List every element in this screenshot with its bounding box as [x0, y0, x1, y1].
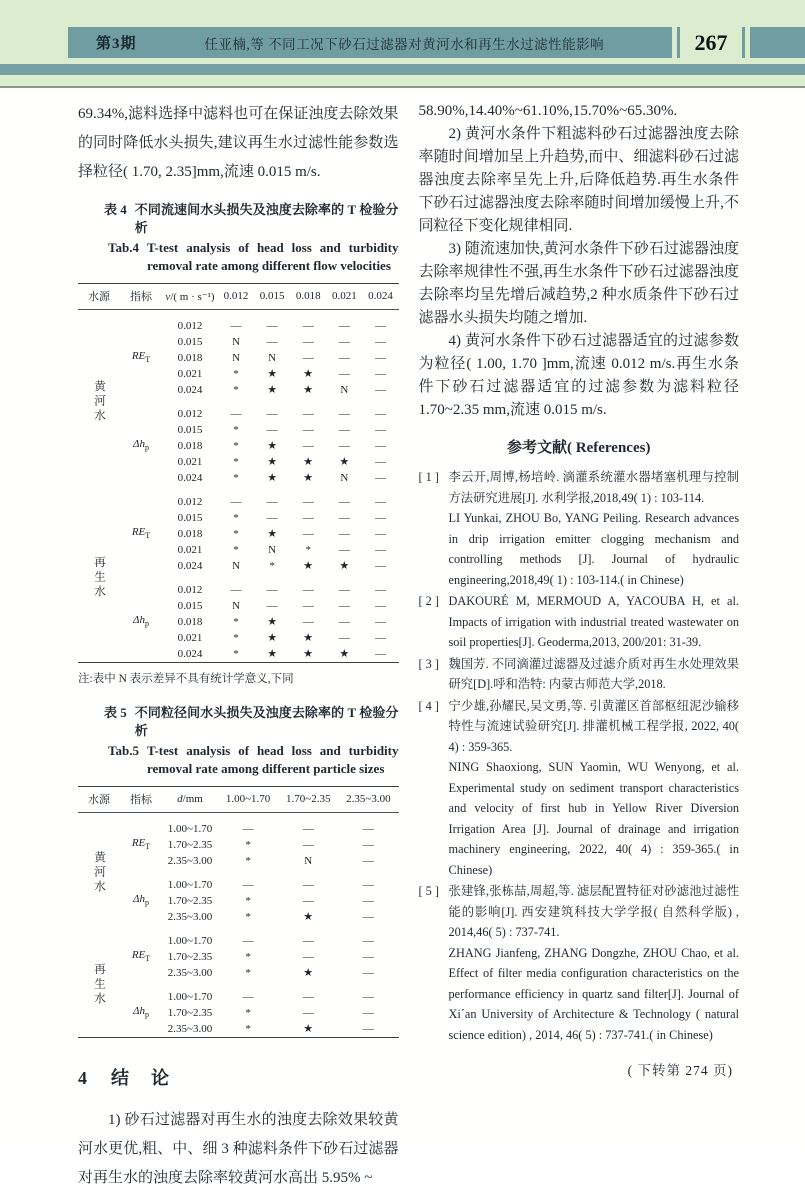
- reference-number: [ 3 ]: [418, 656, 439, 671]
- row-variable-value: 1.00~1.70: [167, 879, 213, 891]
- t-test-result-cell: —: [362, 967, 374, 979]
- t-test-result-cell: —: [338, 584, 350, 596]
- conclusion-point-4: 4) 黄河水条件下砂石过滤器适宜的过滤参数为粒径( 1.00, 1.70 ]mm,流速 0.012 m/s.再生水条件下砂石过滤器适宜的过滤参数为滤料粒径 1.70~2.35 mm,流速 0.015 m/s.: [418, 333, 739, 418]
- row-variable-value: 0.012: [177, 408, 203, 420]
- t-test-result-cell: —: [374, 384, 386, 396]
- t-test-result-cell: —: [302, 839, 314, 851]
- reference-text: [449, 881, 740, 1045]
- t-test-result-cell: —: [338, 544, 350, 556]
- table4-caption-cn-text: 不同流速间水头损失及浊度去除率的 T 检验分析: [134, 202, 399, 235]
- row-variable-value: 0.018: [177, 616, 203, 628]
- header-rule-bar: [0, 64, 805, 75]
- t-test-result-cell: ★: [303, 648, 314, 660]
- section-number: 4: [78, 1068, 89, 1088]
- t-test-result-cell: ★: [303, 384, 314, 396]
- t-test-result-cell: N: [304, 855, 313, 867]
- t-test-result-cell: ★: [303, 632, 314, 644]
- t-test-result-cell: —: [266, 512, 278, 524]
- column-header-value: 0.018: [290, 284, 326, 310]
- table5-caption-en-text: T-test analysis of head loss and turbidity removal rate among different particle sizes: [146, 743, 399, 776]
- table-body: [78, 813, 399, 1038]
- t-test-result-cell: —: [362, 951, 374, 963]
- t-test-result-cell: —: [338, 528, 350, 540]
- table-body: [78, 310, 399, 663]
- reference-segment: 宁少雄,孙耀民,吴文勇,等. 引黄灌区首部枢纽泥沙输移特性与流速试验研究[J]. 排灌机械工程学报, 2022, 40( 4) : 359-365.: [448, 698, 739, 754]
- reference-item: [419, 696, 740, 881]
- table-header: [78, 284, 399, 310]
- t-test-result-cell: —: [302, 512, 314, 524]
- t-test-result-cell: —: [302, 424, 314, 436]
- t-test-result-cell: —: [374, 560, 386, 572]
- t-test-result-cell: ★: [267, 456, 278, 468]
- reference-text: [449, 591, 740, 653]
- t-test-result-cell: —: [338, 352, 350, 364]
- table4-caption-cn-label: 表 4: [104, 202, 127, 217]
- table4-note: 注:表中 N 表示差异不具有统计学意义,下同: [78, 673, 294, 685]
- t-test-result-cell: —: [302, 991, 314, 1003]
- t-test-result-cell: —: [302, 935, 314, 947]
- reference-item: [419, 467, 740, 590]
- conclusion-point-1: 1) 砂石过滤器对再生水的浊度去除效果较黄河水更优,粗、中、细 3 种滤料条件下砂石过滤器对再生水的浊度去除率较黄河水高出 5.95% ~: [78, 1112, 399, 1186]
- t-test-result-cell: —: [266, 320, 278, 332]
- row-variable-value: 0.024: [177, 472, 203, 484]
- t-test-result-cell: ★: [303, 368, 314, 380]
- t-test-result-cell: —: [374, 408, 386, 420]
- t-test-result-cell: ★: [339, 560, 350, 572]
- table5-caption-cn-text: 不同粒径间水头损失及浊度去除率的 T 检验分析: [134, 705, 399, 738]
- t-test-result-cell: *: [233, 528, 239, 540]
- indicator-label: $RE_T$: [131, 836, 151, 852]
- t-test-result-cell: ★: [267, 384, 278, 396]
- t-test-result-cell: *: [269, 560, 275, 572]
- table-row: [78, 398, 399, 422]
- band-right-segment: [750, 27, 805, 58]
- t-test-result-cell: —: [338, 408, 350, 420]
- t-test-result-cell: —: [302, 408, 314, 420]
- table5-container: [78, 786, 399, 1038]
- t-test-result-cell: —: [374, 600, 386, 612]
- paragraph-continuation: 69.34%,滤料选择中滤料也可在保证浊度去除效果的同时降低水头损失,建议再生水过滤性能参数选择粒径( 1.70, 2.35]mm,流速 0.015 m/s.: [78, 106, 399, 180]
- t-test-result-cell: ★: [267, 472, 278, 484]
- left-column: [78, 100, 399, 1193]
- reference-segment: 张建锋,张栋喆,周超,等. 滤层配置特征对砂滤池过滤性能的影响[J]. 西安建筑科技大学学报( 自然科学版) , 2014,46( 5) : 737-741.: [448, 884, 739, 939]
- t-test-result-cell: —: [302, 600, 314, 612]
- indicator-label: $\Delta h_p$: [133, 437, 149, 453]
- two-column-content: [0, 100, 805, 1193]
- t-test-result-cell: —: [374, 352, 386, 364]
- table5-caption-en-label: Tab.5: [108, 743, 139, 758]
- t-test-result-cell: —: [362, 839, 374, 851]
- t-test-result-cell: —: [374, 472, 386, 484]
- t-test-result-cell: —: [302, 584, 314, 596]
- t-test-result-cell: —: [266, 600, 278, 612]
- table-row: [78, 813, 399, 838]
- t-test-result-cell: N: [268, 544, 277, 556]
- table5-particle-size-ttest: [78, 786, 399, 1038]
- t-test-result-cell: *: [245, 1007, 251, 1019]
- page-header-area: [0, 0, 805, 88]
- t-test-result-cell: —: [302, 616, 314, 628]
- page-number-separator-right: [742, 27, 745, 58]
- t-test-result-cell: —: [338, 320, 350, 332]
- t-test-result-cell: —: [374, 528, 386, 540]
- t-test-result-cell: ★: [267, 368, 278, 380]
- row-variable-value: 0.015: [177, 600, 203, 612]
- row-variable-value: 0.015: [177, 336, 203, 348]
- t-test-result-cell: *: [305, 544, 311, 556]
- row-variable-value: 0.012: [177, 320, 203, 332]
- t-test-result-cell: —: [242, 823, 254, 835]
- column-header-variable: d/mm: [162, 787, 218, 813]
- t-test-result-cell: ★: [303, 1023, 314, 1035]
- row-variable-value: 1.70~2.35: [167, 839, 213, 851]
- reference-number: [ 1 ]: [418, 470, 439, 484]
- continued-on-page-note: ( 下转第 274 页): [627, 1063, 733, 1078]
- column-header-source: 水源: [78, 284, 120, 310]
- table4-caption-en: [108, 239, 399, 275]
- table4-flow-velocity-ttest: [78, 283, 399, 663]
- t-test-result-cell: ★: [303, 967, 314, 979]
- column-header-value: 0.021: [326, 284, 362, 310]
- t-test-result-cell: —: [338, 496, 350, 508]
- reference-item: [419, 654, 740, 695]
- row-variable-value: 1.00~1.70: [167, 991, 213, 1003]
- row-variable-value: 0.015: [177, 512, 203, 524]
- t-test-result-cell: —: [338, 632, 350, 644]
- reference-item: [419, 881, 740, 1045]
- t-test-result-cell: —: [266, 496, 278, 508]
- t-test-result-cell: *: [233, 368, 239, 380]
- running-title: 任亚楠,等 不同工况下砂石过滤器对黄河水和再生水过滤性能影响: [204, 36, 605, 52]
- t-test-result-cell: —: [242, 935, 254, 947]
- t-test-result-cell: —: [302, 352, 314, 364]
- t-test-result-cell: —: [374, 320, 386, 332]
- t-test-result-cell: N: [232, 600, 241, 612]
- t-test-result-cell: —: [242, 991, 254, 1003]
- header-row: [78, 787, 399, 813]
- t-test-result-cell: *: [233, 512, 239, 524]
- t-test-result-cell: N: [232, 352, 241, 364]
- table5-caption-cn-label: 表 5: [104, 705, 127, 720]
- indicator-label: $\Delta h_p$: [133, 892, 149, 908]
- water-source-label: 黄河水: [93, 380, 105, 424]
- t-test-result-cell: —: [338, 336, 350, 348]
- t-test-result-cell: *: [233, 544, 239, 556]
- column-header-indicator: 指标: [120, 787, 162, 813]
- right-column: [419, 100, 740, 1193]
- reference-segment: LI Yunkai, ZHOU Bo, YANG Peiling. Research advances in drip irrigation emitter clogging mechanism and controlling methods [J]. Journal of hydraulic engineering,2018,49( 1) : 103-114.( in Chinese): [448, 511, 739, 587]
- t-test-result-cell: *: [233, 424, 239, 436]
- t-test-result-cell: —: [374, 456, 386, 468]
- t-test-result-cell: N: [340, 384, 349, 396]
- t-test-result-cell: —: [230, 408, 242, 420]
- header-thin-rule: [0, 86, 805, 88]
- row-variable-value: 2.35~3.00: [167, 855, 213, 867]
- table-row: [78, 925, 399, 949]
- conclusion-point-3: 3) 随流速加快,黄河水条件下砂石过滤器浊度去除率规律性不强,再生水条件下砂石过滤器浊度去除率均呈先增后减趋势,2 种水质条件下砂石过滤器水头损失均随之增加.: [418, 241, 739, 326]
- t-test-result-cell: *: [245, 839, 251, 851]
- table-row: [78, 869, 399, 893]
- t-test-result-cell: *: [233, 616, 239, 628]
- row-variable-value: 1.70~2.35: [167, 951, 213, 963]
- table-row: [78, 574, 399, 598]
- table-row: [78, 486, 399, 510]
- row-variable-value: 2.35~3.00: [167, 1023, 213, 1035]
- t-test-result-cell: —: [374, 632, 386, 644]
- table-header: [78, 787, 399, 813]
- t-test-result-cell: —: [362, 991, 374, 1003]
- t-test-result-cell: *: [233, 440, 239, 452]
- t-test-result-cell: —: [338, 368, 350, 380]
- reference-segment: ZHANG Jianfeng, ZHANG Dongzhe, ZHOU Chao, et al. Effect of filter media configuration characteristics on the performance efficiency in quartz sand filter[J]. Journal of Xi´an University of Architecture & Technology ( natural science edition) , 2014, 46( 5) : 737-741.( in Chinese): [448, 945, 739, 1042]
- t-test-result-cell: —: [302, 440, 314, 452]
- reference-text: [449, 654, 740, 695]
- t-test-result-cell: *: [233, 472, 239, 484]
- t-test-result-cell: —: [338, 600, 350, 612]
- t-test-result-cell: ★: [303, 560, 314, 572]
- t-test-result-cell: —: [362, 935, 374, 947]
- band-main: [68, 27, 672, 58]
- t-test-result-cell: ★: [267, 632, 278, 644]
- t-test-result-cell: *: [233, 384, 239, 396]
- t-test-result-cell: —: [362, 879, 374, 891]
- t-test-result-cell: —: [374, 424, 386, 436]
- reference-text: [449, 467, 740, 590]
- reference-segment: DAKOURÉ M, MERMOUD A, YACOUBA H, et al. Impacts of irrigation with industrial treated wastewater on soil properties[J]. Geoderma,2013, 200/201: 31-39.: [448, 594, 739, 649]
- table4-caption-cn: [104, 201, 399, 237]
- page-number-box: [685, 27, 737, 58]
- t-test-result-cell: ★: [303, 472, 314, 484]
- column-header-value: 0.015: [254, 284, 290, 310]
- conclusion-point-2: 2) 黄河水条件下粗滤料砂石过滤器浊度去除率随时间增加呈上升趋势,而中、细滤料砂石过滤器浊度去除率呈先上升,后降低趋势.再生水条件下砂石过滤器浊度去除率随时间增加缓慢上升,不同粒径下变化规律相同.: [418, 126, 739, 234]
- t-test-result-cell: —: [230, 584, 242, 596]
- row-variable-value: 0.024: [177, 648, 203, 660]
- row-variable-value: 1.70~2.35: [167, 895, 213, 907]
- t-test-result-cell: —: [302, 336, 314, 348]
- row-variable-value: 0.015: [177, 424, 203, 436]
- row-variable-value: 0.018: [177, 352, 203, 364]
- t-test-result-cell: —: [266, 424, 278, 436]
- t-test-result-cell: —: [302, 951, 314, 963]
- row-variable-value: 1.00~1.70: [167, 823, 213, 835]
- t-test-result-cell: —: [302, 320, 314, 332]
- page-number-separator-left: [677, 27, 680, 58]
- table5-caption-en: [108, 742, 399, 778]
- band-left-margin: [0, 27, 68, 58]
- reference-segment: 李云开,周博,杨培岭. 滴灌系统灌水器堵塞机理与控制方法研究进展[J]. 水利学报,2018,49( 1) : 103-114.: [448, 470, 739, 505]
- row-variable-value: 0.021: [177, 632, 203, 644]
- row-variable-value: 0.021: [177, 544, 203, 556]
- issue-label: 第3期: [96, 36, 137, 52]
- reference-item: [419, 591, 740, 653]
- column-header-value: 1.70~2.35: [278, 787, 338, 813]
- section-title: 结 论: [111, 1068, 171, 1088]
- paragraph-ranges: 58.90%,14.40%~61.10%,15.70%~65.30%.: [418, 103, 678, 119]
- row-variable-value: 2.35~3.00: [167, 967, 213, 979]
- t-test-result-cell: —: [374, 648, 386, 660]
- t-test-result-cell: —: [266, 408, 278, 420]
- t-test-result-cell: —: [338, 512, 350, 524]
- t-test-result-cell: N: [232, 560, 241, 572]
- t-test-result-cell: ★: [267, 616, 278, 628]
- water-source-label: 再生水: [93, 963, 105, 1007]
- t-test-result-cell: —: [374, 616, 386, 628]
- reference-segment: 魏国芳. 不同滴灌过滤器及过滤介质对再生水处理效果研究[D].呼和浩特: 内蒙古师范大学,2018.: [448, 656, 739, 691]
- t-test-result-cell: —: [362, 911, 374, 923]
- t-test-result-cell: *: [245, 1023, 251, 1035]
- column-header-source: 水源: [78, 787, 120, 813]
- column-header-value: 0.012: [218, 284, 254, 310]
- row-variable-value: 0.018: [177, 440, 203, 452]
- row-variable-value: 0.012: [177, 584, 203, 596]
- table4-caption-en-label: Tab.4: [108, 240, 139, 255]
- table4-container: [78, 283, 399, 663]
- t-test-result-cell: ★: [303, 911, 314, 923]
- indicator-label: $\Delta h_p$: [133, 613, 149, 629]
- references-list: [419, 467, 740, 1045]
- column-header-indicator: 指标: [120, 284, 162, 310]
- row-variable-value: 0.018: [177, 528, 203, 540]
- indicator-label: $RE_T$: [131, 948, 151, 964]
- t-test-result-cell: ★: [339, 456, 350, 468]
- t-test-result-cell: *: [233, 648, 239, 660]
- reference-text: [449, 696, 740, 881]
- t-test-result-cell: *: [245, 951, 251, 963]
- t-test-result-cell: —: [374, 512, 386, 524]
- section-heading-conclusion: [78, 1064, 399, 1090]
- t-test-result-cell: —: [338, 424, 350, 436]
- t-test-result-cell: *: [245, 967, 251, 979]
- t-test-result-cell: —: [302, 496, 314, 508]
- column-header-value: 2.35~3.00: [338, 787, 398, 813]
- t-test-result-cell: —: [362, 855, 374, 867]
- table-row: [78, 981, 399, 1005]
- t-test-result-cell: —: [242, 879, 254, 891]
- t-test-result-cell: —: [374, 368, 386, 380]
- t-test-result-cell: —: [266, 584, 278, 596]
- column-header-variable: v/( m · s⁻¹): [162, 284, 218, 310]
- row-variable-value: 0.012: [177, 496, 203, 508]
- t-test-result-cell: ★: [267, 528, 278, 540]
- table5-caption-cn: [104, 704, 399, 740]
- row-variable-value: 1.70~2.35: [167, 1007, 213, 1019]
- references-heading: 参考文献( References): [507, 440, 651, 456]
- column-header-value: 0.024: [362, 284, 398, 310]
- column-header-value: 1.00~1.70: [218, 787, 278, 813]
- indicator-label: $RE_T$: [131, 349, 151, 365]
- running-head-band: [0, 27, 805, 58]
- t-test-result-cell: ★: [339, 648, 350, 660]
- t-test-result-cell: —: [338, 440, 350, 452]
- t-test-result-cell: —: [302, 1007, 314, 1019]
- t-test-result-cell: N: [340, 472, 349, 484]
- t-test-result-cell: —: [362, 895, 374, 907]
- reference-number: [ 4 ]: [418, 698, 439, 713]
- t-test-result-cell: ★: [267, 648, 278, 660]
- t-test-result-cell: —: [374, 544, 386, 556]
- water-source-label: 再生水: [93, 556, 105, 600]
- header-row: [78, 284, 399, 310]
- t-test-result-cell: *: [233, 632, 239, 644]
- t-test-result-cell: —: [374, 440, 386, 452]
- page-number: 267: [694, 29, 728, 55]
- water-source-label: 黄河水: [93, 851, 105, 895]
- t-test-result-cell: —: [302, 528, 314, 540]
- t-test-result-cell: —: [230, 320, 242, 332]
- t-test-result-cell: —: [374, 584, 386, 596]
- table-row: [78, 310, 399, 335]
- t-test-result-cell: —: [362, 1007, 374, 1019]
- row-variable-value: 1.00~1.70: [167, 935, 213, 947]
- reference-segment: NING Shaoxiong, SUN Yaomin, WU Wenyong, et al. Experimental study on sediment transport characteristics and velocity of first hub in Yellow River Diversion Irrigation Area [J]. Journal of drainage and irrigation machinery engineering, 2022, 40( 4) : 359-365.( in Chinese): [448, 760, 739, 877]
- reference-number: [ 5 ]: [418, 884, 439, 898]
- t-test-result-cell: *: [245, 911, 251, 923]
- reference-number: [ 2 ]: [418, 594, 439, 608]
- table4-caption-en-text: T-test analysis of head loss and turbidity removal rate among different flow velocities: [146, 240, 399, 273]
- t-test-result-cell: —: [362, 1023, 374, 1035]
- t-test-result-cell: N: [268, 352, 277, 364]
- t-test-result-cell: *: [245, 855, 251, 867]
- t-test-result-cell: —: [362, 823, 374, 835]
- t-test-result-cell: ★: [267, 440, 278, 452]
- t-test-result-cell: —: [302, 879, 314, 891]
- row-variable-value: 0.024: [177, 384, 203, 396]
- row-variable-value: 0.021: [177, 456, 203, 468]
- t-test-result-cell: —: [302, 895, 314, 907]
- indicator-label: $\Delta h_p$: [133, 1004, 149, 1020]
- row-variable-value: 2.35~3.00: [167, 911, 213, 923]
- t-test-result-cell: —: [338, 616, 350, 628]
- t-test-result-cell: —: [374, 336, 386, 348]
- t-test-result-cell: N: [232, 336, 241, 348]
- t-test-result-cell: —: [230, 496, 242, 508]
- t-test-result-cell: —: [374, 496, 386, 508]
- indicator-label: $RE_T$: [131, 525, 151, 541]
- t-test-result-cell: *: [233, 456, 239, 468]
- row-variable-value: 0.021: [177, 368, 203, 380]
- t-test-result-cell: ★: [303, 456, 314, 468]
- row-variable-value: 0.024: [177, 560, 203, 572]
- t-test-result-cell: —: [302, 823, 314, 835]
- t-test-result-cell: *: [245, 895, 251, 907]
- t-test-result-cell: —: [266, 336, 278, 348]
